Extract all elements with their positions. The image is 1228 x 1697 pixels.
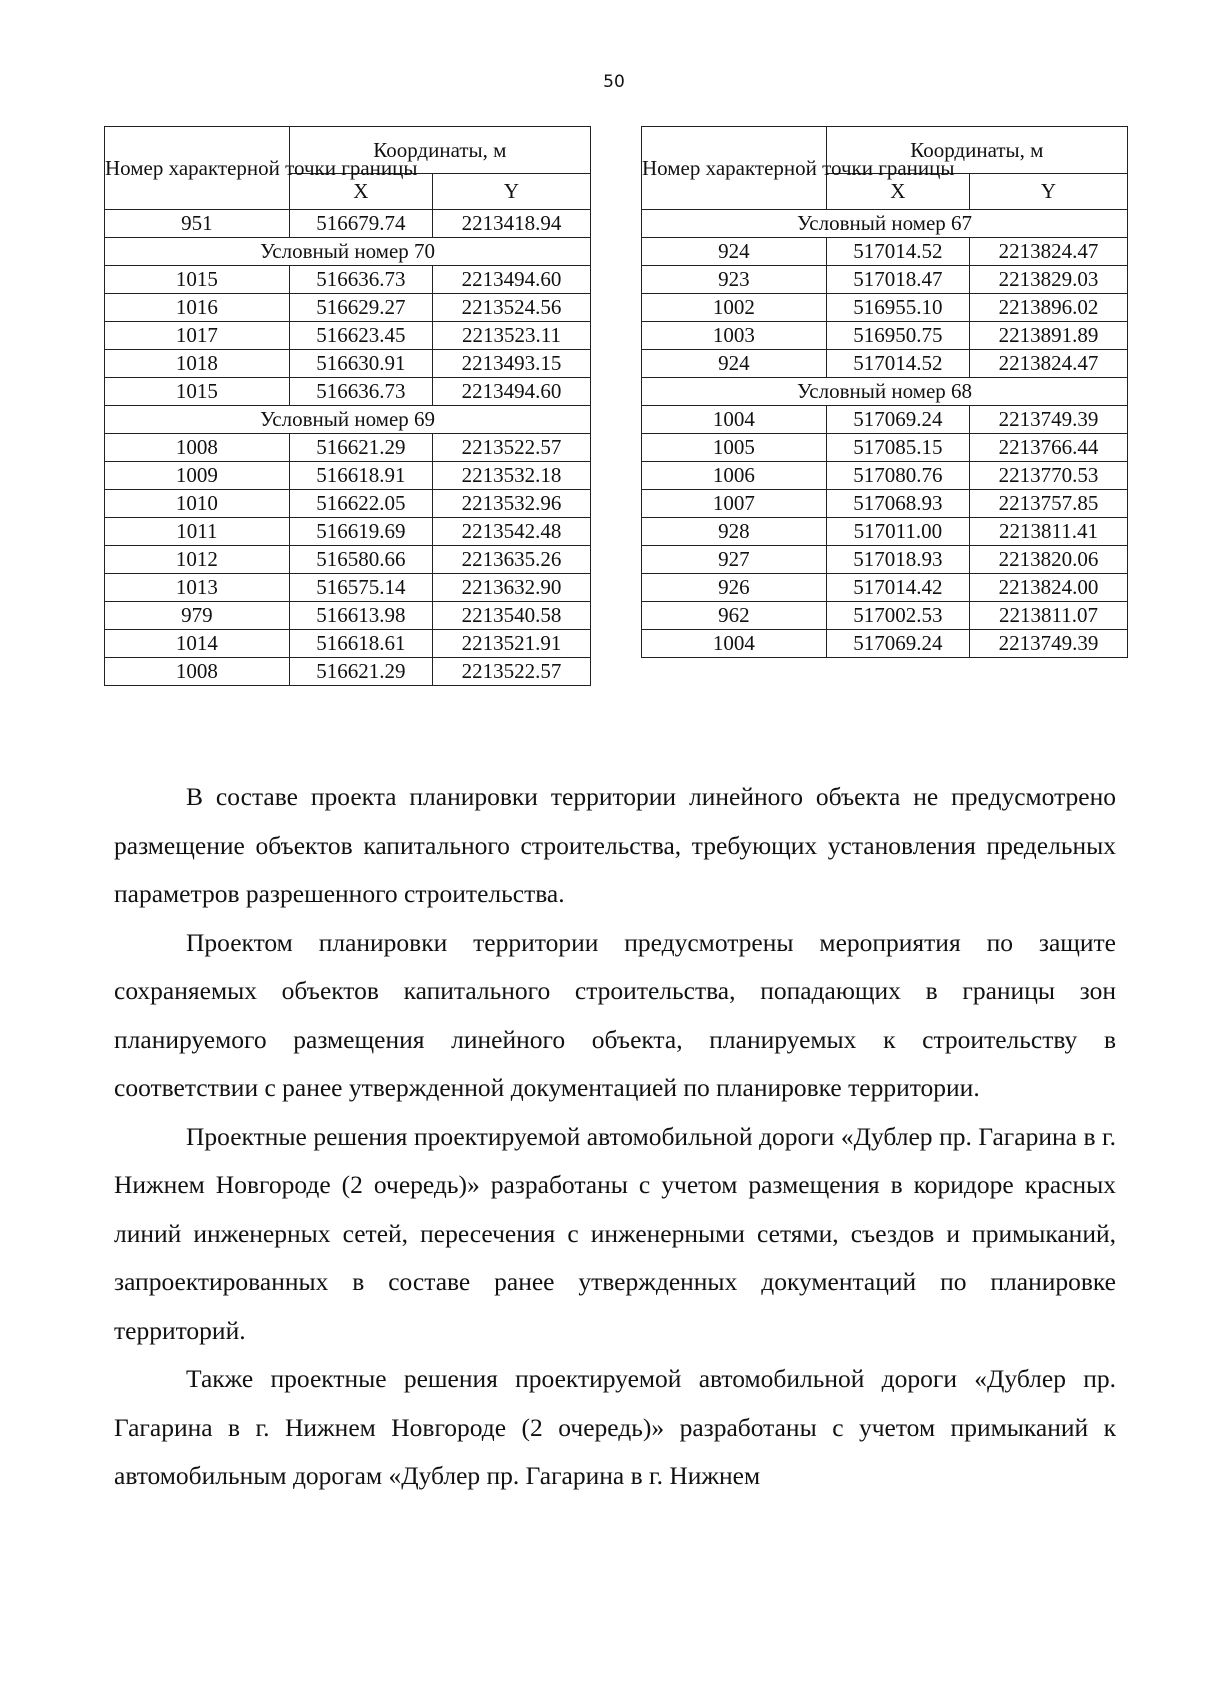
table-body [642, 210, 1128, 658]
point-number-cell: 979 [105, 602, 290, 630]
y-coordinate-cell: 2213523.11 [433, 322, 591, 350]
group-row [642, 210, 1128, 238]
x-coordinate-cell: 517014.42 [826, 574, 969, 602]
x-coordinate-cell: 517069.24 [826, 406, 969, 434]
point-number-cell: 1016 [105, 294, 290, 322]
table-row [105, 210, 591, 238]
x-coordinate-cell: 517069.24 [826, 630, 969, 658]
table-row [642, 322, 1128, 350]
y-coordinate-cell: 2213522.57 [433, 658, 591, 686]
body-text [114, 773, 1116, 1501]
x-coordinate-cell: 517068.93 [826, 490, 969, 518]
table-row [642, 518, 1128, 546]
y-coordinate-cell: 2213891.89 [970, 322, 1128, 350]
paragraph: В составе проекта планировки территории линейного объекта не предусмотрено размещение объектов капитального строительства, требующих установления предельных параметров разрешенного строительства. [114, 782, 1116, 908]
point-number-cell: 1004 [642, 406, 827, 434]
table-row [105, 322, 591, 350]
x-coordinate-cell: 516623.45 [289, 322, 432, 350]
point-number-cell: 1013 [105, 574, 290, 602]
point-number-cell: 926 [642, 574, 827, 602]
x-coordinate-cell: 516636.73 [289, 378, 432, 406]
x-coordinate-cell: 517014.52 [826, 350, 969, 378]
point-number-cell: 924 [642, 350, 827, 378]
x-coordinate-cell: 517080.76 [826, 462, 969, 490]
y-coordinate-cell: 2213896.02 [970, 294, 1128, 322]
x-coordinate-cell: 516618.61 [289, 630, 432, 658]
y-coordinate-cell: 2213770.53 [970, 462, 1128, 490]
x-coordinate-cell: 516580.66 [289, 546, 432, 574]
point-number-cell: 951 [105, 210, 290, 238]
point-number-cell: 1004 [642, 630, 827, 658]
header-y: Y [433, 174, 591, 210]
group-label: Условный номер 67 [642, 210, 1128, 238]
y-coordinate-cell: 2213757.85 [970, 490, 1128, 518]
header-point-number: Номер характерной точки границы [642, 127, 827, 210]
group-label: Условный номер 70 [105, 238, 591, 266]
page-number: 50 [603, 72, 625, 92]
y-coordinate-cell: 2213829.03 [970, 266, 1128, 294]
header-coordinates: Координаты, м [289, 127, 590, 174]
point-number-cell: 1015 [105, 378, 290, 406]
point-number-cell: 928 [642, 518, 827, 546]
y-coordinate-cell: 2213635.26 [433, 546, 591, 574]
x-coordinate-cell: 517014.52 [826, 238, 969, 266]
point-number-cell: 923 [642, 266, 827, 294]
table-row [105, 518, 591, 546]
y-coordinate-cell: 2213493.15 [433, 350, 591, 378]
point-number-cell: 1011 [105, 518, 290, 546]
point-number-cell: 1017 [105, 322, 290, 350]
header-coordinates: Координаты, м [826, 127, 1127, 174]
point-number-cell: 1009 [105, 462, 290, 490]
x-coordinate-cell: 516575.14 [289, 574, 432, 602]
paragraph: Также проектные решения проектируемой автомобильной дороги «Дублер пр. Гагарина в г. Нижнем Новгороде (2 очередь)» разработаны с учетом примыканий к автомобильным дорогам «Дублер пр. Гагарина в г. Нижнем [114, 1364, 1116, 1490]
x-coordinate-cell: 517085.15 [826, 434, 969, 462]
table-row [642, 406, 1128, 434]
y-coordinate-cell: 2213532.18 [433, 462, 591, 490]
point-number-cell: 924 [642, 238, 827, 266]
table-row [642, 602, 1128, 630]
point-number-cell: 1007 [642, 490, 827, 518]
coordinates-table-right [641, 126, 1128, 658]
point-number-cell: 1006 [642, 462, 827, 490]
group-row [642, 378, 1128, 406]
table-row [105, 574, 591, 602]
table-row [105, 602, 591, 630]
point-number-cell: 1018 [105, 350, 290, 378]
point-number-cell: 1012 [105, 546, 290, 574]
table-row [105, 294, 591, 322]
table-row [642, 490, 1128, 518]
x-coordinate-cell: 517011.00 [826, 518, 969, 546]
header-x: X [826, 174, 969, 210]
x-coordinate-cell: 516618.91 [289, 462, 432, 490]
x-coordinate-cell: 516629.27 [289, 294, 432, 322]
table-row [105, 490, 591, 518]
x-coordinate-cell: 517018.47 [826, 266, 969, 294]
y-coordinate-cell: 2213524.56 [433, 294, 591, 322]
y-coordinate-cell: 2213749.39 [970, 630, 1128, 658]
point-number-cell: 1005 [642, 434, 827, 462]
y-coordinate-cell: 2213749.39 [970, 406, 1128, 434]
table-row [105, 350, 591, 378]
header-x: X [289, 174, 432, 210]
table-row [105, 546, 591, 574]
y-coordinate-cell: 2213418.94 [433, 210, 591, 238]
x-coordinate-cell: 516679.74 [289, 210, 432, 238]
point-number-cell: 1015 [105, 266, 290, 294]
x-coordinate-cell: 516636.73 [289, 266, 432, 294]
table-row [642, 350, 1128, 378]
point-number-cell: 1003 [642, 322, 827, 350]
group-label: Условный номер 68 [642, 378, 1128, 406]
table-row [105, 462, 591, 490]
coordinates-table-left [104, 126, 591, 686]
y-coordinate-cell: 2213820.06 [970, 546, 1128, 574]
x-coordinate-cell: 516619.69 [289, 518, 432, 546]
table-row [105, 266, 591, 294]
table-row [642, 630, 1128, 658]
x-coordinate-cell: 516622.05 [289, 490, 432, 518]
table-body [105, 210, 591, 686]
x-coordinate-cell: 517018.93 [826, 546, 969, 574]
y-coordinate-cell: 2213811.41 [970, 518, 1128, 546]
point-number-cell: 1010 [105, 490, 290, 518]
x-coordinate-cell: 517002.53 [826, 602, 969, 630]
x-coordinate-cell: 516613.98 [289, 602, 432, 630]
table-row [105, 630, 591, 658]
y-coordinate-cell: 2213532.96 [433, 490, 591, 518]
y-coordinate-cell: 2213494.60 [433, 378, 591, 406]
table-row [642, 462, 1128, 490]
table-row [642, 574, 1128, 602]
table-row [642, 546, 1128, 574]
table-row [642, 266, 1128, 294]
x-coordinate-cell: 516621.29 [289, 434, 432, 462]
point-number-cell: 927 [642, 546, 827, 574]
y-coordinate-cell: 2213824.47 [970, 238, 1128, 266]
paragraph: Проектом планировки территории предусмотрены мероприятия по защите сохраняемых объектов капитального строительства, попадающих в границы зон планируемого размещения линейного объекта, планируемых к строительству в соответствии с ранее утвержденной документацией по планировке территории. [114, 927, 1116, 1102]
y-coordinate-cell: 2213811.07 [970, 602, 1128, 630]
y-coordinate-cell: 2213824.00 [970, 574, 1128, 602]
y-coordinate-cell: 2213540.58 [433, 602, 591, 630]
point-number-cell: 962 [642, 602, 827, 630]
x-coordinate-cell: 516955.10 [826, 294, 969, 322]
table-row [105, 434, 591, 462]
group-label: Условный номер 69 [105, 406, 591, 434]
header-y: Y [970, 174, 1128, 210]
point-number-cell: 1014 [105, 630, 290, 658]
y-coordinate-cell: 2213542.48 [433, 518, 591, 546]
table-row [105, 378, 591, 406]
point-number-cell: 1008 [105, 658, 290, 686]
x-coordinate-cell: 516950.75 [826, 322, 969, 350]
table-row [642, 434, 1128, 462]
group-row [105, 238, 591, 266]
table-row [105, 658, 591, 686]
x-coordinate-cell: 516630.91 [289, 350, 432, 378]
y-coordinate-cell: 2213632.90 [433, 574, 591, 602]
point-number-cell: 1002 [642, 294, 827, 322]
table-row [642, 238, 1128, 266]
group-row [105, 406, 591, 434]
y-coordinate-cell: 2213521.91 [433, 630, 591, 658]
header-point-number: Номер характерной точки границы [105, 127, 290, 210]
x-coordinate-cell: 516621.29 [289, 658, 432, 686]
table-row [642, 294, 1128, 322]
y-coordinate-cell: 2213494.60 [433, 266, 591, 294]
y-coordinate-cell: 2213522.57 [433, 434, 591, 462]
point-number-cell: 1008 [105, 434, 290, 462]
y-coordinate-cell: 2213824.47 [970, 350, 1128, 378]
paragraph: Проектные решения проектируемой автомобильной дороги «Дублер пр. Гагарина в г. Нижнем Новгороде (2 очередь)» разработаны с учетом размещения в коридоре красных линий инженерных сетей, пересечения с инженерными сетями, съездов и примыканий, запроектированных в составе ранее утвержденных документаций по планировке территорий. [114, 1121, 1116, 1345]
y-coordinate-cell: 2213766.44 [970, 434, 1128, 462]
